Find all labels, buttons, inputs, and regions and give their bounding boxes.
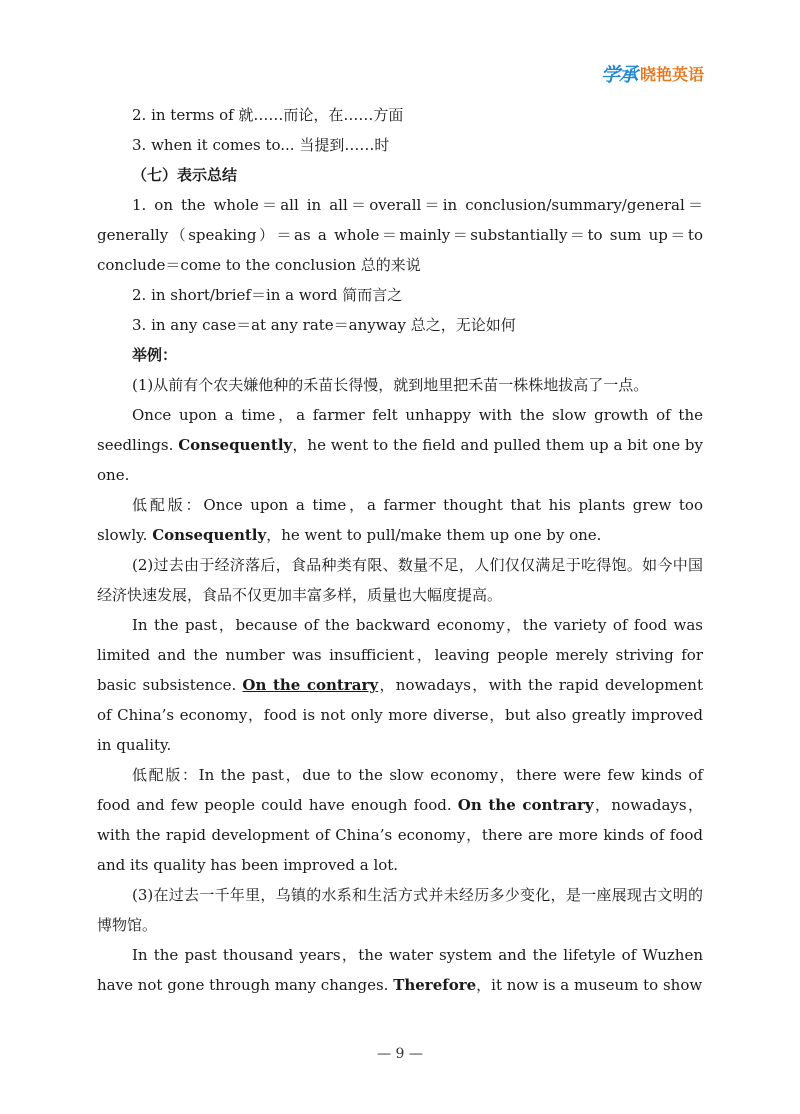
page-content: [97, 100, 703, 1000]
keyword: Consequently: [152, 526, 267, 544]
text-segment: ，he went to the field and pulled them up a bit one by one.: [97, 436, 703, 484]
phrase-line: 2. in terms of 就……而论，在……方面: [132, 106, 404, 124]
text-segment: ，he went to pull/make them up one by one.: [266, 526, 602, 544]
example-low-version: [97, 490, 703, 550]
phrase-line: 1. on the whole＝all in all＝overall＝in conclusion/summary/general＝generally（speaking）＝as a whole＝mainly＝substantially＝to sum up＝to conclude＝come to the conclusion 总的来说: [97, 196, 703, 274]
phrase-line: 2. in short/brief＝in a word 简而言之: [132, 286, 403, 304]
keyword: On the contrary: [457, 796, 594, 814]
keyword: Therefore: [393, 976, 477, 994]
phrase-line: 3. in any case＝at any rate＝anyway 总之，无论如何: [132, 316, 516, 334]
text-segment: ，it now is a museum to show: [476, 976, 703, 994]
logo-text: 晓艳英语: [639, 65, 704, 84]
keyword: On the contrary: [242, 676, 379, 694]
text-segment: 低配版：In the past，due to the slow economy，there were few kinds of food and few people could have enough food.: [97, 766, 703, 814]
example-chinese: (2)过去由于经济落后，食品种类有限、数量不足，人们仅仅满足于吃得饱。如今中国经济快速发展，食品不仅更加丰富多样，质量也大幅度提高。: [97, 556, 703, 604]
example-chinese: (1)从前有个农夫嫌他种的禾苗长得慢，就到地里把禾苗一株株地拔高了一点。: [132, 376, 649, 394]
example-english: [97, 940, 703, 1000]
example-english: [97, 400, 703, 490]
text-segment: In the past，because of the backward economy，the variety of food was limited and the number was insufficient，leaving people merely striving for basic subsistence.: [97, 616, 703, 694]
example-low-version: [97, 760, 703, 880]
text-segment: ，nowadays，with the rapid development of China’s economy，food is not only more diverse，but also greatly improved in quality.: [97, 676, 703, 754]
examples-label: 举例：: [132, 346, 178, 364]
keyword: Consequently: [178, 436, 293, 454]
text-segment: In the past thousand years，the water system and the lifetyle of Wuzhen have not gone through many changes.: [97, 946, 703, 994]
example-chinese: (3)在过去一千年里，乌镇的水系和生活方式并未经历多少变化，是一座展现古文明的博物馆。: [97, 886, 703, 934]
brand-logo: [601, 60, 704, 87]
page-number: — 9 —: [377, 1046, 423, 1062]
text-segment: ，nowadays，with the rapid development of China’s economy，there are more kinds of food and its quality has been improved a lot.: [97, 796, 703, 874]
logo-mark: 学承: [600, 64, 637, 86]
text-segment: Once upon a time，a farmer felt unhappy with the slow growth of the seedlings.: [97, 406, 703, 454]
text-segment: 低配版：Once upon a time，a farmer thought that his plants grew too slowly.: [97, 496, 703, 544]
section-heading: （七）表示总结: [132, 166, 238, 184]
example-english: [97, 610, 703, 760]
phrase-line: 3. when it comes to... 当提到……时: [132, 136, 390, 154]
